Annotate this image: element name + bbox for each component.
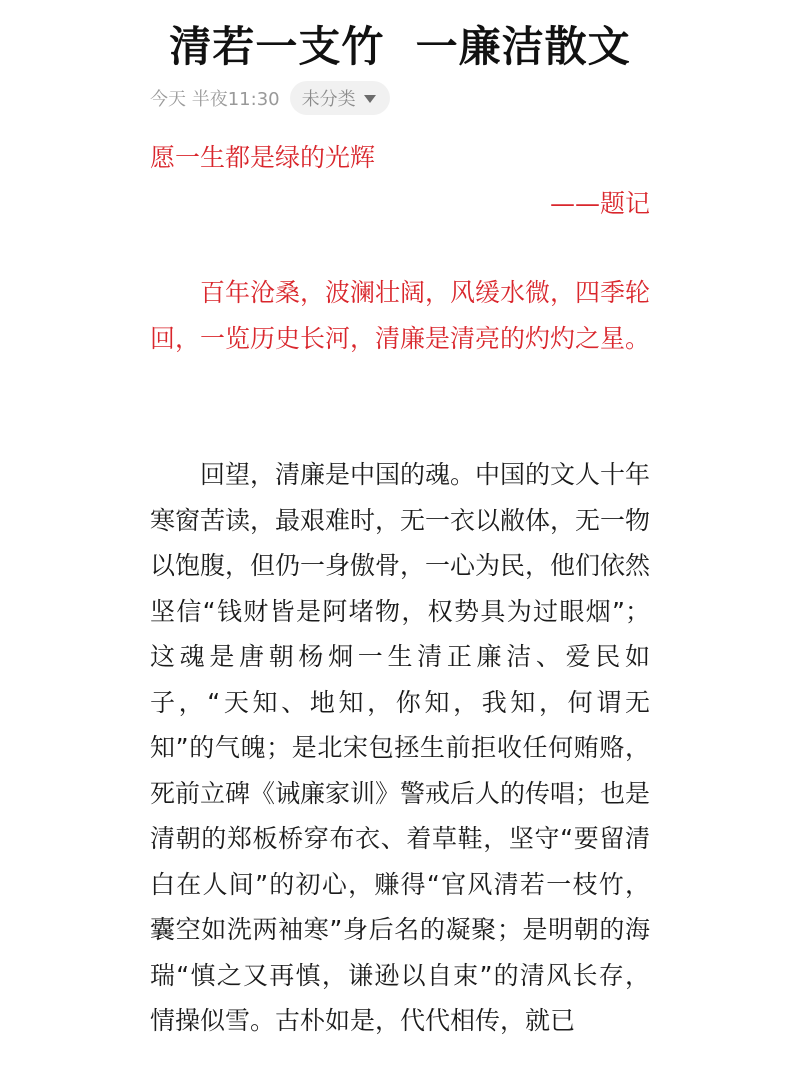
publish-time: 今天 半夜11:30 (150, 89, 280, 110)
article-meta (150, 80, 390, 116)
category-label: 未分类 (301, 89, 356, 110)
epigraph-attribution: ——题记 (549, 189, 650, 218)
article-title: 清若一支竹 一廉洁散文 (169, 22, 631, 71)
category-dropdown[interactable] (290, 81, 390, 115)
epigraph-motto: 愿一生都是绿的光辉 (150, 143, 376, 172)
caret-down-icon (364, 95, 376, 103)
body-paragraph: 回望，清廉是中国的魂。中国的文人十年寒窗苦读，最艰难时，无一衣以敝体，无一物以饱腹，但仍一身傲骨，一心为民，他们依然坚信“钱财皆是阿堵物，权势具为过眼烟”；这魂是唐朝杨炯一生清正廉洁、爱民如子，“天知、地知，你知，我知，何谓无知”的气魄；是北宋包拯生前拒收任何贿赂，死前立碑《诫廉家训》警戒后人的传唱；也是清朝的郑板桥穿布衣、着草鞋，坚守“要留清白在人间”的初心，赚得“官风清若一枝竹，囊空如洗两袖寒”身后名的凝聚；是明朝的海瑞“慎之又再慎，谦逊以自束”的清风长存，情操似雪。古朴如是，代代相传，就已 (150, 460, 651, 1035)
intro-paragraph: 百年沧桑，波澜壮阔，风缓水微，四季轮回，一览历史长河，清廉是清亮的灼灼之星。 (150, 278, 651, 353)
